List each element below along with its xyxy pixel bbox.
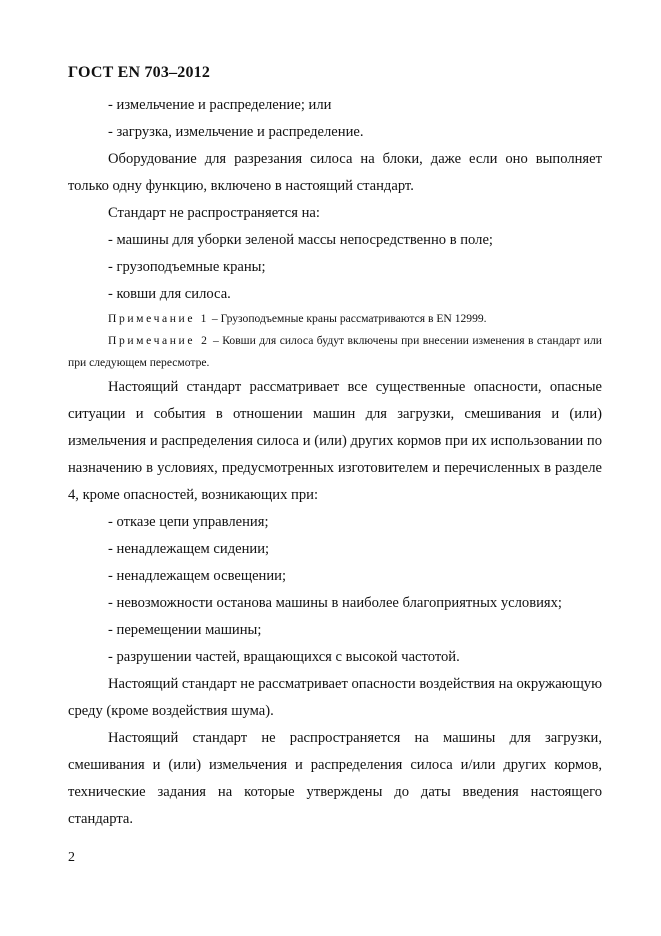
note-1 (68, 308, 602, 330)
list-item: - измельчение и распределение; или (108, 97, 332, 113)
note-text: – Грузоподъемные краны рассматриваются в EN 12999. (209, 312, 487, 325)
list-item: - разрушении частей, вращающихся с высокой частотой. (108, 649, 460, 665)
paragraph: Настоящий стандарт не рассматривает опасности воздействия на окружающую среду (кроме воздействия шума). (68, 676, 603, 719)
note-text: – Ковши для силоса будут включены при внесении изменения в стандарт или при следующем пересмотре. (68, 334, 602, 369)
note-2 (68, 330, 602, 374)
list-item: - перемещении машины; (108, 622, 262, 638)
page-number: 2 (68, 850, 75, 865)
note-label: Примечание 2 (108, 334, 210, 347)
list-item: - ковши для силоса. (108, 286, 231, 302)
paragraph: Оборудование для разрезания силоса на блоки, даже если оно выполняет только одну функцию, включено в настоящий стандарт. (68, 151, 602, 194)
list-item: - загрузка, измельчение и распределение. (108, 124, 364, 140)
list-item: - ненадлежащем освещении; (108, 568, 287, 584)
list-item: - отказе цепи управления; (108, 514, 269, 530)
paragraph: Настоящий стандарт рассматривает все существенные опасности, опасные ситуации и события в отношении машин для загрузки, смешивания и (или) измельчения и распределения силоса и (или) других кормов при их использовании по назначению в условиях, предусмотренных изготовителем и перечисленных в разделе 4, кроме опасностей, возникающих при: (68, 379, 602, 503)
list-item: - невозможности останова машины в наиболее благоприятных условиях; (108, 595, 562, 611)
note-label: Примечание 1 (108, 312, 209, 325)
document-body (68, 92, 602, 833)
paragraph: Настоящий стандарт не распространяется на машины для загрузки, смешивания и (или) измельчения и распределения силоса и/или других кормов, технические задания на которые утверждены до даты введения настоящего стандарта. (68, 730, 602, 827)
document-header: ГОСТ EN 703–2012 (68, 64, 211, 81)
paragraph: Стандарт не распространяется на: (108, 205, 320, 221)
list-item: - грузоподъемные краны; (108, 259, 266, 275)
list-item: - ненадлежащем сидении; (108, 541, 270, 557)
list-item: - машины для уборки зеленой массы непосредственно в поле; (108, 232, 493, 248)
